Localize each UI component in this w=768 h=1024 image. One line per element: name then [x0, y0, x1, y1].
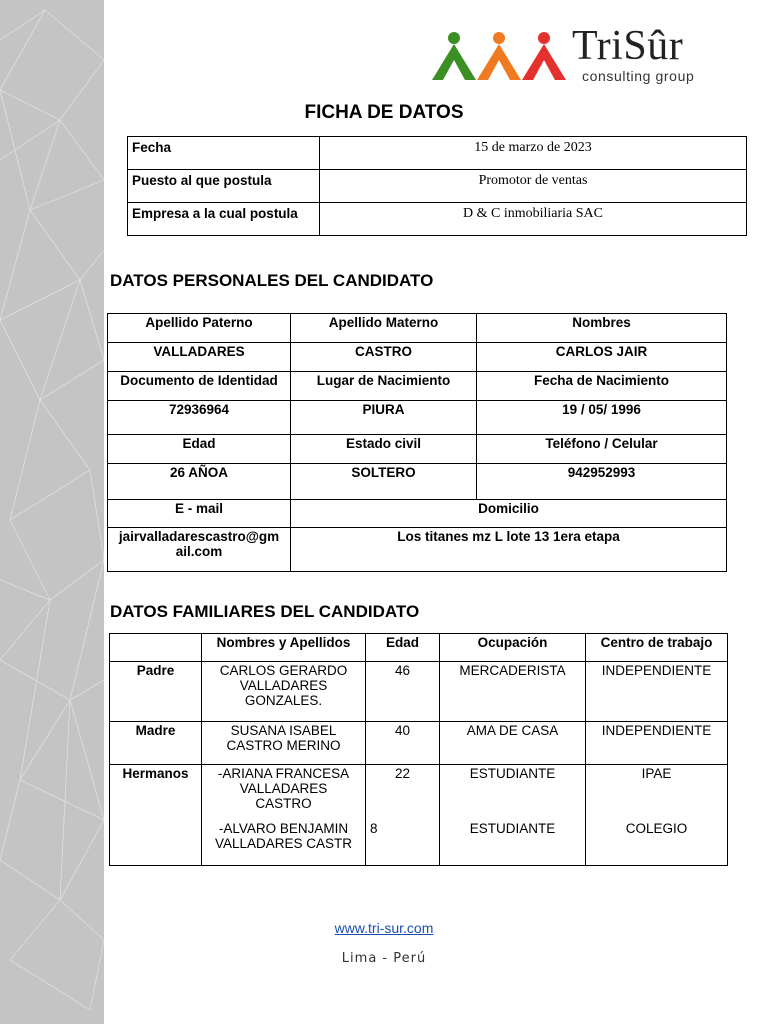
table-row	[128, 137, 747, 170]
empresa-label: Empresa a la cual postula	[128, 203, 320, 236]
table-row	[108, 314, 727, 343]
footer-city: Lima - Perú	[341, 951, 427, 966]
edad-label: Edad	[108, 435, 291, 464]
email-value	[108, 528, 291, 572]
padre-ocupacion: MERCADERISTA	[440, 662, 586, 722]
hermano2-edad: 8	[370, 821, 378, 836]
logo-name: TriSûr	[572, 23, 684, 69]
padre-name-line2: VALLADARES	[239, 678, 328, 693]
fecha-nacimiento-value: 19 / 05/ 1996	[477, 401, 727, 435]
green-figure-icon	[432, 32, 476, 80]
application-table	[127, 136, 747, 236]
madre-name	[202, 722, 366, 765]
hermano2-name-line2: VALLADARES CASTR	[214, 836, 353, 851]
email-label: E - mail	[108, 500, 291, 528]
spacer	[590, 781, 723, 821]
puesto-value: Promotor de ventas	[320, 170, 747, 203]
table-row	[110, 765, 728, 866]
people-logo-icon	[432, 30, 568, 82]
telefono-value: 942952993	[477, 464, 727, 500]
orange-figure-icon	[477, 32, 521, 80]
madre-ocupacion: AMA DE CASA	[440, 722, 586, 765]
hermano1-ocupacion: ESTUDIANTE	[469, 766, 556, 781]
table-row	[108, 464, 727, 500]
table-row	[108, 372, 727, 401]
padre-name-line3: GONZALES.	[244, 693, 323, 708]
logo-subtitle: consulting group	[582, 68, 695, 84]
fecha-value: 15 de marzo de 2023	[320, 137, 747, 170]
table-row	[110, 722, 728, 765]
hermanos-edades	[366, 765, 440, 866]
relation-header	[110, 634, 202, 662]
apellido-materno-value: CASTRO	[291, 343, 477, 372]
madre-name-line2: CASTRO MERINO	[226, 738, 341, 753]
edad-header: Edad	[366, 634, 440, 662]
empresa-value: D & C inmobiliaria SAC	[320, 203, 747, 236]
table-row	[128, 170, 747, 203]
madre-centro: INDEPENDIENTE	[586, 722, 728, 765]
website-link[interactable]: www.tri-sur.com	[334, 920, 434, 936]
padre-centro: INDEPENDIENTE	[586, 662, 728, 722]
padre-name	[202, 662, 366, 722]
domicilio-value: Los titanes mz L lote 13 1era etapa	[291, 528, 727, 572]
centro-header: Centro de trabajo	[586, 634, 728, 662]
hermanos-label: Hermanos	[110, 765, 202, 866]
document-title	[0, 102, 768, 124]
apellido-paterno-label: Apellido Paterno	[108, 314, 291, 343]
padre-label: Padre	[110, 662, 202, 722]
hermano1-edad: 22	[394, 766, 411, 781]
document-title-text: FICHA DE DATOS	[304, 102, 464, 123]
table-row	[110, 662, 728, 722]
personal-data-table	[107, 313, 727, 572]
hermano1-name-line3: CASTRO	[255, 796, 312, 811]
ocupacion-header: Ocupación	[440, 634, 586, 662]
apellido-materno-label: Apellido Materno	[291, 314, 477, 343]
hermanos-centros	[586, 765, 728, 866]
hermano1-name-line2: VALLADARES	[239, 781, 328, 796]
table-row	[108, 435, 727, 464]
email-value-line1: jairvalladarescastro@gm	[118, 529, 280, 544]
red-figure-icon	[522, 32, 566, 80]
telefono-label: Teléfono / Celular	[477, 435, 727, 464]
table-row	[108, 343, 727, 372]
table-row	[108, 528, 727, 572]
domicilio-label: Domicilio	[291, 500, 727, 528]
spacer	[206, 811, 361, 821]
madre-edad: 40	[366, 722, 440, 765]
nombres-value: CARLOS JAIR	[477, 343, 727, 372]
fecha-label: Fecha	[128, 137, 320, 170]
table-row	[110, 634, 728, 662]
documento-label: Documento de Identidad	[108, 372, 291, 401]
padre-name-line1: CARLOS GERARDO	[219, 663, 348, 678]
network-pattern	[0, 0, 104, 1024]
apellido-paterno-value: VALLADARES	[108, 343, 291, 372]
hermano1-name-line1: -ARIANA FRANCESA	[217, 766, 350, 781]
hermano1-centro: IPAE	[641, 766, 672, 781]
hermano2-ocupacion: ESTUDIANTE	[469, 821, 556, 836]
hermanos-ocupaciones	[440, 765, 586, 866]
hermano2-name-line1: -ALVARO BENJAMIN	[218, 821, 349, 836]
nombres-header: Nombres y Apellidos	[202, 634, 366, 662]
madre-label: Madre	[110, 722, 202, 765]
decorative-side-band	[0, 0, 104, 1024]
personal-section-title: DATOS PERSONALES DEL CANDIDATO	[110, 271, 434, 290]
nombres-label: Nombres	[477, 314, 727, 343]
lugar-nacimiento-value: PIURA	[291, 401, 477, 435]
family-data-table	[109, 633, 728, 866]
fecha-nacimiento-label: Fecha de Nacimiento	[477, 372, 727, 401]
estado-civil-value: SOLTERO	[291, 464, 477, 500]
edad-value: 26 AÑOA	[108, 464, 291, 500]
family-section-title: DATOS FAMILIARES DEL CANDIDATO	[110, 602, 420, 621]
email-value-line2: ail.com	[175, 544, 223, 559]
table-row	[128, 203, 747, 236]
company-logo	[430, 24, 720, 90]
documento-value: 72936964	[108, 401, 291, 435]
padre-edad: 46	[366, 662, 440, 722]
hermano2-centro: COLEGIO	[625, 821, 688, 836]
spacer	[444, 781, 581, 821]
madre-name-line1: SUSANA ISABEL	[230, 723, 337, 738]
table-row	[108, 500, 727, 528]
hermanos-names	[202, 765, 366, 866]
estado-civil-label: Estado civil	[291, 435, 477, 464]
spacer	[370, 781, 435, 821]
puesto-label: Puesto al que postula	[128, 170, 320, 203]
table-row	[108, 401, 727, 435]
lugar-nacimiento-label: Lugar de Nacimiento	[291, 372, 477, 401]
